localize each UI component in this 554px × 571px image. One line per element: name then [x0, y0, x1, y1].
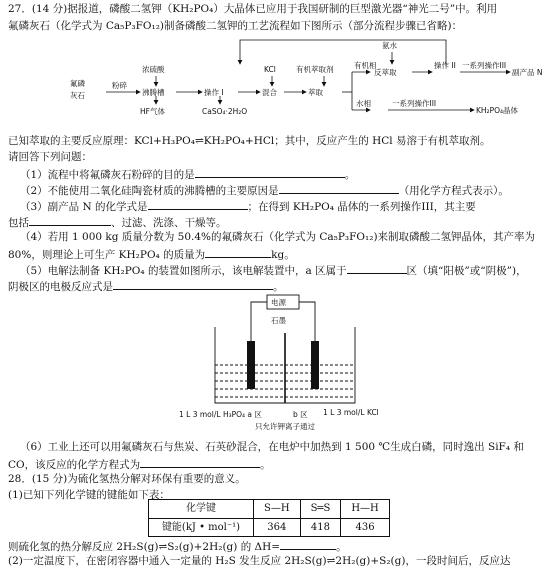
flow-kcl: KCl — [264, 65, 276, 74]
answer-blank-5b[interactable] — [113, 278, 273, 290]
answer-blank-delta-h[interactable] — [280, 538, 336, 550]
flow-ops3-a: 一系列操作III — [462, 61, 507, 70]
answer-blank-2[interactable] — [279, 182, 399, 194]
bond-energy-table — [148, 499, 390, 537]
part-3-cont: 包括 、过滤、洗涤、干燥等。 — [8, 214, 227, 232]
flow-crystal: KH₂PO₄晶体 — [476, 106, 518, 115]
table-cell: 418 — [300, 518, 341, 537]
q28-intro-line2: (1)已知下列化学键的键能如下表： — [8, 489, 170, 501]
table-row — [149, 518, 390, 537]
answer-blank-3a[interactable] — [148, 198, 248, 210]
q28-part-2: (2)一定温度下，在密闭容器中通入一定量的 H₂S 发生反应 2H₂S(g)⇌2H₂(g)+S₂(g)，一段时间后，反应达 — [8, 555, 511, 567]
answer-blank-6[interactable] — [140, 456, 260, 468]
right-solution-label: 1 L 3 mol/L KCl — [323, 408, 379, 417]
table-cell: 364 — [254, 518, 301, 537]
table-header-row — [149, 500, 390, 519]
electrolysis-apparatus-diagram — [179, 293, 395, 433]
flow-back-extract: 反萃取 — [374, 68, 397, 77]
q27-intro-line2: 氟磷灰石（化学式为 Ca₅P₃FO₁₂)制备磷酸二氢钾的工艺流程如下图所示（部分流程步骤已省略)： — [8, 20, 463, 32]
flow-gypsum: CaSO₄·2H₂O — [202, 107, 248, 116]
question-prompt: 请回答下列问题： — [8, 151, 92, 163]
table-header-cell: S═S — [300, 500, 341, 519]
part-5: （5）电解法制备 KH₂PO₄ 的装置如图所示，该电解装置中，a 区属于 区（填“阳极”或“阴极”)， — [20, 262, 527, 280]
power-source-label: 电源 — [271, 298, 286, 307]
part-6: （6）工业上还可以用氟磷灰石与焦炭、石英砂混合，在电炉中加热到 1 500 ℃生成白磷，同时逸出 SiF₄ 和 — [20, 441, 524, 453]
answer-blank-3b[interactable] — [29, 214, 111, 226]
graphite-label: 石墨 — [271, 316, 286, 325]
table-header-cell: S—H — [254, 500, 301, 519]
table-header-cell: 化学键 — [149, 500, 254, 519]
answer-blank-5a[interactable] — [347, 262, 407, 274]
table-cell: 键能(kJ • mol⁻¹) — [149, 518, 254, 537]
flow-aqueous: 水相 — [356, 99, 371, 108]
part-4: （4）若用 1 000 kg 质量分数为 50.4%的氟磷灰石（化学式为 Ca₅P₃FO₁₂)来制取磷酸二氢钾晶体，其产率为 — [20, 231, 536, 243]
flow-hf: HF气体 — [140, 107, 165, 116]
q28-part-1-answer: 则硫化氢的热分解反应 2H₂S(g)⇌S₂(g)+2H₂(g) 的 ΔH= 。 — [8, 538, 347, 556]
flow-mix: 混合 — [262, 88, 277, 97]
part-2: （2）不能使用二氧化硅陶瓷材质的沸腾槽的主要原因是 （用化学方程式表示）。 — [20, 182, 509, 200]
flow-op2: 操作 II — [434, 61, 456, 70]
part-6-cont: CO，该反应的化学方程式为 。 — [8, 456, 271, 474]
q27-intro-line1: 27．(14 分)据报道，磷酸二氢钾（KH₂PO₄）大晶体已应用于我国研制的巨型激光器“神光二号”中。利用 — [8, 3, 498, 15]
b-zone-label: b 区 — [293, 410, 308, 419]
answer-blank-4[interactable] — [205, 246, 271, 258]
part-5-cont: 阴极区的电极反应式是 。 — [8, 278, 284, 296]
flow-byproduct: 副产品 N — [512, 68, 543, 77]
flow-raw-2: 灰石 — [70, 91, 85, 100]
right-electrode — [311, 341, 319, 389]
process-flow-diagram — [70, 34, 543, 120]
flow-ammonia: 氨水 — [382, 41, 397, 50]
part-1: （1）流程中将氟磷灰石粉碎的目的是 。 — [20, 166, 355, 184]
flow-grind: 粉碎 — [112, 81, 127, 90]
q28-intro-line1: 28．(15 分)为硫化氢热分解对环保有重要的意义。 — [8, 473, 246, 485]
extraction-principle: 已知萃取的主要反应原理：KCl+H₃PO₄⇌KH₂PO₄+HCl；其中，反应产生的 HCl 易溶于有机萃取剂。 — [8, 135, 491, 147]
flow-organic-agent: 有机萃取剂 — [296, 65, 334, 74]
flow-boil: 沸腾槽 — [142, 88, 165, 97]
part-4-cont: 80%，则理论上可生产 KH₂PO₄ 的质量为 kg。 — [8, 246, 295, 264]
membrane-label: 只允许钾离子通过 — [255, 422, 315, 431]
flow-acid: 浓硫酸 — [142, 65, 165, 74]
flow-organic: 有机相 — [354, 61, 377, 70]
flow-raw-1: 氟磷 — [70, 79, 85, 88]
table-header-cell: H—H — [341, 500, 389, 519]
table-cell: 436 — [341, 518, 389, 537]
part-3: （3）副产品 N 的化学式是 ；在得到 KH₂PO₄ 晶体的一系列操作III，其主要 — [20, 198, 476, 216]
answer-blank-1[interactable] — [195, 166, 345, 178]
flow-extract: 萃取 — [308, 88, 323, 97]
flow-ops3-b: 一系列操作III — [392, 99, 437, 108]
left-solution-label: 1 L 3 mol/L H₃PO₄ a 区 — [179, 410, 262, 419]
left-electrode — [247, 341, 255, 389]
flow-op1: 操作 I — [204, 88, 224, 97]
